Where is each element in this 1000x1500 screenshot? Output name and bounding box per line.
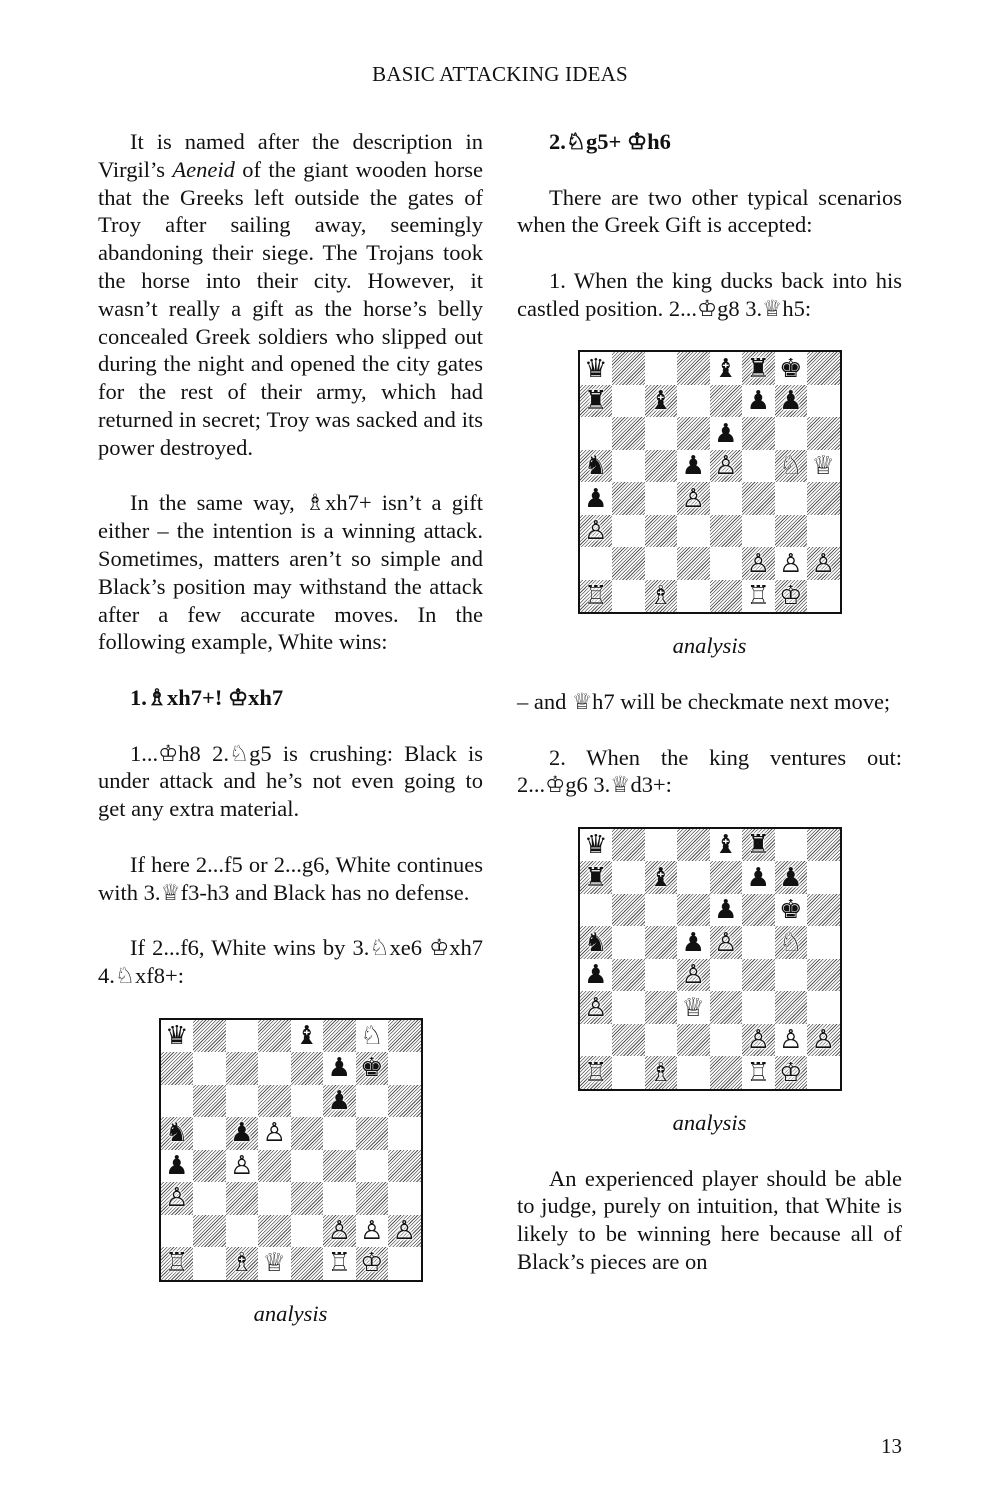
white-pawn-icon: ♙ (779, 1025, 803, 1056)
board-square (291, 1117, 324, 1150)
board-square (612, 829, 645, 862)
white-rook-icon: ♖ (746, 1057, 770, 1088)
board-square (580, 515, 613, 548)
running-header: BASIC ATTACKING IDEAS (372, 62, 628, 86)
white-rook-icon: ♖ (584, 1057, 608, 1088)
board-square (193, 1085, 226, 1118)
board-square (226, 1150, 259, 1183)
board-square (710, 580, 743, 613)
white-knight-icon: ♘ (779, 927, 803, 958)
paragraph: – and ♕h7 will be checkmate next move; (517, 688, 891, 714)
board-square (612, 450, 645, 483)
board-square (807, 861, 840, 894)
white-queen-icon: ♕ (681, 992, 705, 1023)
black-pawn-icon: ♟ (584, 960, 608, 991)
diagram-caption: analysis (672, 1109, 747, 1135)
board-square (742, 829, 775, 862)
board-square (807, 991, 840, 1024)
black-king-icon: ♚ (360, 1053, 384, 1084)
board-square (388, 1085, 421, 1118)
board-square (323, 1182, 356, 1215)
board-square (226, 1020, 259, 1053)
board-square (742, 352, 775, 385)
board-square (323, 1085, 356, 1118)
black-knight-icon: ♞ (584, 451, 608, 482)
board-square (710, 926, 743, 959)
board-square (807, 515, 840, 548)
paragraph: It is named after the description in Virgil’s Aeneid of the giant wooden horse that the Greeks left outside the gates of Troy after sailing away, seemingly abandoning their siege. The Trojans took the horse into their city. However, it wasn’t really a gift as the horse’s belly concealed Greek soldiers who slipped out during the night and opened the city gates for the rest of their army, which had returned in secret; Troy was sacked and its power destroyed. (98, 129, 483, 460)
board-square (645, 959, 678, 992)
board-square (612, 385, 645, 418)
white-pawn-icon: ♙ (584, 516, 608, 547)
chess-diagram (578, 827, 842, 1091)
board-square (742, 482, 775, 515)
board-square (291, 1182, 324, 1215)
board-square (580, 894, 613, 927)
paragraph: If 2...f6, White wins by 3.♘xe6 ♔xh7 4.♘xf8+: (98, 935, 483, 988)
paragraph: 2. When the king ventures out: 2...♔g6 3.♕d3+: (517, 744, 902, 798)
white-pawn-icon: ♙ (165, 1183, 189, 1214)
board-square (580, 926, 613, 959)
black-bishop-icon: ♝ (295, 1020, 319, 1051)
board-square (226, 1215, 259, 1248)
white-pawn-icon: ♙ (746, 1025, 770, 1056)
board-square (580, 580, 613, 613)
board-square (645, 926, 678, 959)
board-square (161, 1020, 194, 1053)
board-square (775, 385, 808, 418)
board-square (356, 1117, 389, 1150)
board-square (677, 385, 710, 418)
chess-diagram-container (517, 827, 902, 1091)
board-square (645, 991, 678, 1024)
chess-diagram-container (517, 350, 902, 614)
board-square (258, 1150, 291, 1183)
board-square (580, 959, 613, 992)
board-square (677, 547, 710, 580)
board-square (710, 385, 743, 418)
white-queen-icon: ♕ (262, 1248, 286, 1279)
board-square (580, 829, 613, 862)
board-square (580, 1056, 613, 1089)
board-square (645, 861, 678, 894)
white-pawn-icon: ♙ (327, 1215, 351, 1246)
board-square (677, 926, 710, 959)
board-square (742, 926, 775, 959)
board-square (388, 1215, 421, 1248)
board-square (742, 959, 775, 992)
board-square (258, 1085, 291, 1118)
paragraph: An experienced player should be able to judge, purely on intuition, that White is likely to be winning here because all of Black’s pieces are on (517, 1165, 902, 1274)
board-square (193, 1247, 226, 1280)
board-square (645, 829, 678, 862)
board-square (742, 1024, 775, 1057)
board-square (580, 352, 613, 385)
board-square (807, 547, 840, 580)
black-pawn-icon: ♟ (681, 927, 705, 958)
black-rook-icon: ♜ (584, 862, 608, 893)
black-queen-icon: ♛ (584, 353, 608, 384)
board-square (775, 482, 808, 515)
paragraph: 1. When the king ducks back into his castled position. 2...♔g8 3.♕h5: (517, 267, 902, 321)
white-pawn-icon: ♙ (779, 548, 803, 579)
board-square (226, 1052, 259, 1085)
board-square (775, 894, 808, 927)
white-rook-icon: ♖ (746, 581, 770, 612)
board-square (742, 547, 775, 580)
white-pawn-icon: ♙ (230, 1150, 254, 1181)
board-square (291, 1215, 324, 1248)
board-square (161, 1150, 194, 1183)
board-square (710, 894, 743, 927)
black-rook-icon: ♜ (746, 353, 770, 384)
chess-diagram-container (98, 1018, 483, 1282)
board-square (291, 1085, 324, 1118)
board-square (807, 1056, 840, 1089)
board-square (742, 894, 775, 927)
board-square (710, 450, 743, 483)
board-square (580, 991, 613, 1024)
board-square (775, 515, 808, 548)
diagram-caption: analysis (253, 1300, 328, 1326)
white-pawn-icon: ♙ (811, 1025, 835, 1056)
board-square (807, 450, 840, 483)
board-square (356, 1020, 389, 1053)
board-square (677, 352, 710, 385)
board-square (612, 861, 645, 894)
board-square (226, 1117, 259, 1150)
chess-diagram (159, 1018, 423, 1282)
black-bishop-icon: ♝ (649, 386, 673, 417)
black-pawn-icon: ♟ (327, 1085, 351, 1116)
board-square (775, 352, 808, 385)
black-knight-icon: ♞ (584, 927, 608, 958)
board-square (612, 926, 645, 959)
black-pawn-icon: ♟ (779, 862, 803, 893)
board-square (677, 861, 710, 894)
board-square (645, 1056, 678, 1089)
board-square (742, 385, 775, 418)
black-knight-icon: ♞ (165, 1118, 189, 1149)
black-pawn-icon: ♟ (327, 1053, 351, 1084)
black-pawn-icon: ♟ (779, 386, 803, 417)
board-square (612, 580, 645, 613)
board-square (645, 1024, 678, 1057)
board-square (161, 1215, 194, 1248)
board-square (193, 1052, 226, 1085)
board-square (710, 829, 743, 862)
white-queen-icon: ♕ (811, 451, 835, 482)
white-knight-icon: ♘ (779, 451, 803, 482)
board-square (677, 829, 710, 862)
board-square (612, 352, 645, 385)
black-bishop-icon: ♝ (714, 830, 738, 861)
white-pawn-icon: ♙ (714, 927, 738, 958)
board-square (807, 482, 840, 515)
white-rook-icon: ♖ (327, 1248, 351, 1279)
white-pawn-icon: ♙ (360, 1215, 384, 1246)
board-square (193, 1150, 226, 1183)
board-square (677, 959, 710, 992)
board-square (710, 482, 743, 515)
board-square (161, 1182, 194, 1215)
board-square (258, 1247, 291, 1280)
board-square (775, 926, 808, 959)
board-square (807, 580, 840, 613)
black-pawn-icon: ♟ (230, 1118, 254, 1149)
board-square (677, 894, 710, 927)
black-bishop-icon: ♝ (714, 353, 738, 384)
white-king-icon: ♔ (360, 1248, 384, 1279)
board-square (645, 352, 678, 385)
board-square (645, 580, 678, 613)
board-square (807, 894, 840, 927)
board-square (258, 1215, 291, 1248)
board-square (677, 450, 710, 483)
board-square (356, 1052, 389, 1085)
board-square (258, 1052, 291, 1085)
board-square (677, 580, 710, 613)
board-square (193, 1117, 226, 1150)
board-square (193, 1020, 226, 1053)
board-square (388, 1020, 421, 1053)
white-king-icon: ♔ (779, 581, 803, 612)
board-square (775, 959, 808, 992)
board-square (580, 482, 613, 515)
board-square (388, 1052, 421, 1085)
board-square (323, 1117, 356, 1150)
paragraph: There are two other typical scenarios when the Greek Gift is accepted: (517, 184, 902, 238)
board-square (388, 1247, 421, 1280)
board-square (356, 1247, 389, 1280)
paragraph: 1...♔h8 2.♘g5 is crushing: Black is under attack and he’s not even going to get any extra material. (98, 740, 483, 822)
board-square (677, 1024, 710, 1057)
white-pawn-icon: ♙ (392, 1215, 416, 1246)
black-pawn-icon: ♟ (714, 895, 738, 926)
left-column (98, 128, 483, 1355)
board-square (807, 417, 840, 450)
board-square (580, 450, 613, 483)
board-square (775, 829, 808, 862)
board-square (710, 959, 743, 992)
board-square (612, 959, 645, 992)
board-square (612, 417, 645, 450)
white-pawn-icon: ♙ (584, 992, 608, 1023)
black-pawn-icon: ♟ (714, 418, 738, 449)
board-square (612, 515, 645, 548)
board-square (226, 1085, 259, 1118)
board-square (612, 1024, 645, 1057)
board-square (161, 1085, 194, 1118)
board-square (323, 1215, 356, 1248)
board-square (645, 385, 678, 418)
board-square (775, 450, 808, 483)
board-square (742, 991, 775, 1024)
board-square (193, 1215, 226, 1248)
board-square (677, 482, 710, 515)
board-square (645, 547, 678, 580)
board-square (226, 1247, 259, 1280)
board-square (388, 1150, 421, 1183)
white-king-icon: ♔ (779, 1057, 803, 1088)
board-square (807, 1024, 840, 1057)
board-square (710, 547, 743, 580)
black-pawn-icon: ♟ (681, 451, 705, 482)
black-pawn-icon: ♟ (746, 862, 770, 893)
board-square (580, 861, 613, 894)
board-square (677, 991, 710, 1024)
paragraph: If here 2...f5 or 2...g6, White continues with 3.♕f3-h3 and Black has no defense. (98, 851, 483, 905)
board-square (580, 417, 613, 450)
board-square (291, 1150, 324, 1183)
board-square (775, 580, 808, 613)
white-pawn-icon: ♙ (681, 483, 705, 514)
board-square (775, 1056, 808, 1089)
board-square (710, 861, 743, 894)
white-pawn-icon: ♙ (714, 451, 738, 482)
move-line: 2.♘g5+ ♔h6 (549, 129, 671, 154)
white-pawn-icon: ♙ (262, 1118, 286, 1149)
board-square (742, 515, 775, 548)
board-square (742, 450, 775, 483)
board-square (742, 580, 775, 613)
board-square (710, 1024, 743, 1057)
board-square (645, 482, 678, 515)
board-square (323, 1150, 356, 1183)
board-square (323, 1247, 356, 1280)
board-square (356, 1085, 389, 1118)
board-square (580, 547, 613, 580)
board-square (807, 352, 840, 385)
board-square (775, 547, 808, 580)
board-square (323, 1020, 356, 1053)
board-square (388, 1182, 421, 1215)
board-square (356, 1215, 389, 1248)
board-square (807, 829, 840, 862)
board-square (710, 1056, 743, 1089)
board-square (193, 1182, 226, 1215)
board-square (612, 482, 645, 515)
black-rook-icon: ♜ (584, 386, 608, 417)
paragraph: In the same way, ♗xh7+ isn’t a gift either – the intention is a winning attack. Sometimes, matters aren’t so simple and Black’s position may withstand the attack after a few accurate moves. In the following example, White wins: (98, 490, 483, 655)
board-square (258, 1117, 291, 1150)
board-square (291, 1020, 324, 1053)
board-square (677, 1056, 710, 1089)
diagram-caption: analysis (672, 633, 747, 659)
board-square (807, 959, 840, 992)
board-square (258, 1182, 291, 1215)
white-pawn-icon: ♙ (811, 548, 835, 579)
board-square (161, 1117, 194, 1150)
white-knight-icon: ♘ (360, 1020, 384, 1051)
board-square (775, 1024, 808, 1057)
board-square (323, 1052, 356, 1085)
board-square (612, 991, 645, 1024)
board-square (775, 861, 808, 894)
white-pawn-icon: ♙ (681, 960, 705, 991)
board-square (807, 385, 840, 418)
board-square (742, 1056, 775, 1089)
black-king-icon: ♚ (779, 895, 803, 926)
black-rook-icon: ♜ (746, 830, 770, 861)
page-number: 13 (881, 1434, 902, 1458)
black-bishop-icon: ♝ (649, 862, 673, 893)
black-pawn-icon: ♟ (584, 483, 608, 514)
white-rook-icon: ♖ (584, 581, 608, 612)
board-square (645, 417, 678, 450)
move-line: 1.♗xh7+! ♔xh7 (130, 684, 284, 710)
board-square (580, 1024, 613, 1057)
black-queen-icon: ♛ (584, 830, 608, 861)
black-queen-icon: ♛ (165, 1020, 189, 1051)
white-bishop-icon: ♗ (649, 581, 673, 612)
board-square (356, 1182, 389, 1215)
board-square (645, 894, 678, 927)
white-rook-icon: ♖ (165, 1248, 189, 1279)
board-square (291, 1052, 324, 1085)
board-square (161, 1247, 194, 1280)
board-square (710, 515, 743, 548)
board-square (742, 861, 775, 894)
board-square (710, 352, 743, 385)
board-square (775, 991, 808, 1024)
board-square (742, 417, 775, 450)
board-square (710, 991, 743, 1024)
white-bishop-icon: ♗ (649, 1057, 673, 1088)
board-square (291, 1247, 324, 1280)
black-pawn-icon: ♟ (746, 386, 770, 417)
board-square (612, 1056, 645, 1089)
board-square (226, 1182, 259, 1215)
board-square (161, 1052, 194, 1085)
board-square (580, 385, 613, 418)
board-square (356, 1150, 389, 1183)
black-king-icon: ♚ (779, 353, 803, 384)
white-bishop-icon: ♗ (230, 1248, 254, 1279)
board-square (775, 417, 808, 450)
board-square (807, 926, 840, 959)
black-pawn-icon: ♟ (165, 1150, 189, 1181)
board-square (677, 515, 710, 548)
chess-diagram (578, 350, 842, 614)
white-pawn-icon: ♙ (746, 548, 770, 579)
board-square (710, 417, 743, 450)
board-square (612, 894, 645, 927)
board-square (612, 547, 645, 580)
board-square (258, 1020, 291, 1053)
board-square (645, 515, 678, 548)
board-square (645, 450, 678, 483)
board-square (677, 417, 710, 450)
board-square (388, 1117, 421, 1150)
right-column (517, 128, 902, 1304)
